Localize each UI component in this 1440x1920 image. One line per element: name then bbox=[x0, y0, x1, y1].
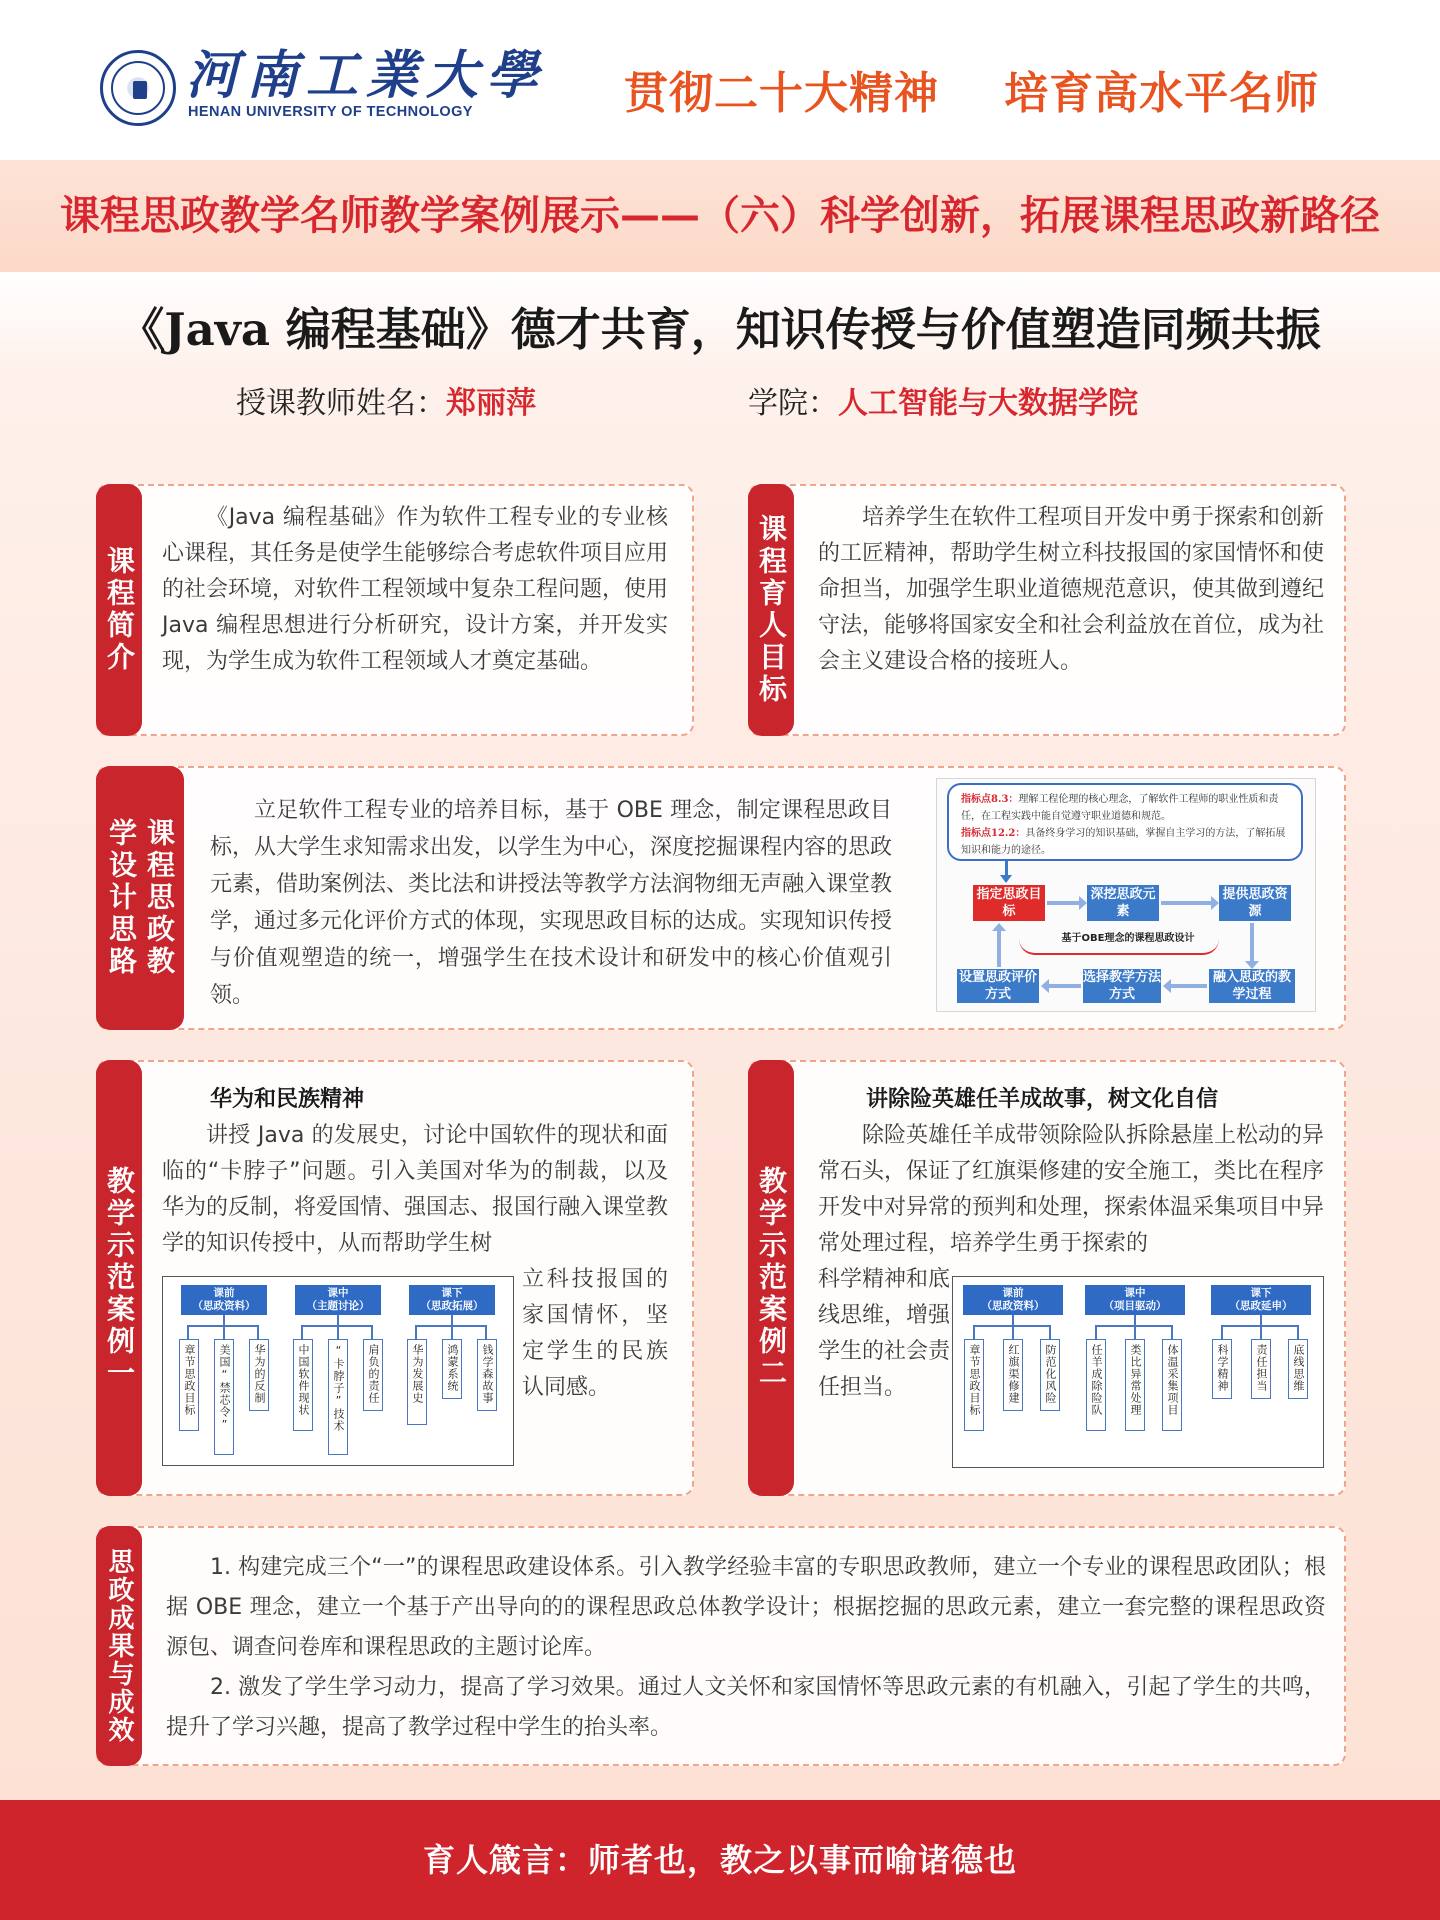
case1-tree bbox=[162, 1276, 514, 1466]
case1-tab: 教学示范案例一 bbox=[96, 1060, 142, 1496]
banner bbox=[0, 160, 1440, 272]
flow-box-5: 选择教学方法方式 bbox=[1083, 970, 1162, 1002]
tree-leaf: 防范化风险 bbox=[1040, 1339, 1060, 1411]
case1-text: 讲授 Java 的发展史，讨论中国软件的现状和面临的“卡脖子”问题。引入美国对华为的制裁，以及华为的反制，将爱国情、强国志、报国行融入课堂教学的知识传授中，从而帮助学生树 bbox=[162, 1123, 669, 1256]
design-tab-right: 课程思政教 bbox=[143, 818, 176, 978]
case2-tree bbox=[952, 1276, 1324, 1468]
tree-leaf: “卡脖子”技术 bbox=[328, 1339, 348, 1455]
arrow-head-icon bbox=[1041, 979, 1049, 993]
tree-leaf: 章节思政目标 bbox=[964, 1339, 984, 1431]
tree-leaf: 华为发展史 bbox=[407, 1339, 427, 1425]
tree-leaf: 钱学森故事 bbox=[477, 1339, 497, 1411]
design-text: 立足软件工程专业的培养目标，基于 OBE 理念，制定课程思政目标，从大学生求知需求出发，以学生为中心，深度挖掘课程内容的思政元素，借助案例法、类比法和讲授法等教学方法润物细无声融入课堂教学，通过多元化评价方式的体现，实现思政目标的达成。实现知识传授与价值观塑造的统一，增强学生在技术设计和研发中的核心价值观引领。 bbox=[210, 798, 893, 1008]
tree-leaf: 美国“禁芯令” bbox=[214, 1339, 234, 1455]
case2-text: 除险英雄任羊成带领除险队拆除悬崖上松动的异常石头，保证了红旗渠修建的安全施工，类比在程序开发中对异常的预判和处理，探索体温采集项目中异常处理过程，培养学生勇于探索的 bbox=[818, 1123, 1325, 1256]
case1-title: 华为和民族精神 bbox=[210, 1087, 365, 1112]
arrow-left-1 bbox=[1169, 984, 1207, 988]
tree-leaf: 红旗渠修建 bbox=[1003, 1339, 1023, 1411]
design-flow-diagram bbox=[936, 778, 1316, 1012]
flow-box-1: 指定思政目标 bbox=[973, 885, 1045, 921]
tree-node: 课前 （思政资料） bbox=[963, 1285, 1063, 1315]
tree-node: 课中 （主题讨论） bbox=[295, 1285, 381, 1315]
tree-leaf: 科学精神 bbox=[1212, 1339, 1232, 1399]
flow-box-2: 深挖思政元素 bbox=[1087, 885, 1159, 921]
tree-leaf: 体温采集项目 bbox=[1162, 1339, 1182, 1431]
arrow-right-2 bbox=[1161, 901, 1213, 905]
tree-node: 课前 （思政资料） bbox=[181, 1285, 267, 1315]
tree-leaf: 章节思政目标 bbox=[179, 1339, 199, 1431]
tree-node: 课中 （项目驱动） bbox=[1085, 1285, 1185, 1315]
case1-text-side: 立科技报国的家国情怀，坚定学生的民族认同感。 bbox=[522, 1267, 668, 1400]
intro-tab: 课程简介 bbox=[96, 484, 142, 736]
college-name: 人工智能与大数据学院 bbox=[838, 386, 1138, 421]
design-tab bbox=[96, 766, 184, 1030]
results-paragraph-1: 1. 构建完成三个“一”的课程思政建设体系。引入教学经验丰富的专职思政教师，建立一个专业的课程思政团队；根据 OBE 理念，建立一个基于产出导向的的课程思政总体教学设计；根据挖掘的思政元素，建立一套完整的课程思政资源包、调查问卷库和课程思政的主题讨论库。 bbox=[166, 1555, 1326, 1660]
indicator-note: 指标点8.3：理解工程伦理的核心理念，了解软件工程师的职业性质和责任，在工程实践中能自觉遵守职业道德和规范。 指标点12.2：具备终身学习的知识基础，掌握自主学习的方法，了解拓展知识和能力的途径。 bbox=[947, 783, 1303, 861]
arrow-head-icon bbox=[1245, 961, 1259, 969]
university-seal-icon bbox=[100, 50, 176, 126]
tree-leaf: 肩负的责任 bbox=[363, 1339, 383, 1411]
tree-node: 课下 （思政拓展） bbox=[409, 1285, 495, 1315]
goal-text: 培养学生在软件工程项目开发中勇于探索和创新的工匠精神，帮助学生树立科技报国的家国情怀和使命担当，加强学生职业道德规范意识，使其做到遵纪守法，能够将国家安全和社会利益放在首位，成为社会主义建设合格的接班人。 bbox=[818, 505, 1325, 674]
arrow-head-icon bbox=[1000, 875, 1012, 883]
goal-tab: 课程育人目标 bbox=[748, 484, 794, 736]
college-info bbox=[748, 382, 1138, 426]
college-label: 学院： bbox=[748, 386, 838, 421]
arrow-up bbox=[997, 929, 1001, 967]
results-paragraph-2: 2. 激发了学生学习动力，提高了学习效果。通过人文关怀和家国情怀等思政元素的有机融入，引起了学生的共鸣，提升了学习兴趣，提高了教学过程中学生的抬头率。 bbox=[166, 1675, 1326, 1740]
tree-leaf: 鸿蒙系统 bbox=[442, 1339, 462, 1399]
arrow-right-1 bbox=[1047, 901, 1081, 905]
flow-box-6: 设置思政评价方式 bbox=[958, 970, 1037, 1002]
results-text bbox=[166, 1548, 1326, 1748]
university-name-en: HENAN UNIVERSITY OF TECHNOLOGY bbox=[188, 104, 473, 120]
arrow-head-icon bbox=[1079, 896, 1087, 910]
tree-node: 课下 （思政延申） bbox=[1211, 1285, 1311, 1315]
page-title: 《Java 编程基础》德才共育，知识传授与价值塑造同频共振 bbox=[119, 303, 1321, 356]
tree-leaf: 责任担当 bbox=[1251, 1339, 1271, 1399]
flow-box-4: 融入思政的教学过程 bbox=[1209, 969, 1295, 1003]
tree-leaf: 中国软件现状 bbox=[293, 1339, 313, 1431]
design-tab-left: 学设计思路 bbox=[105, 818, 138, 978]
tree-leaf: 类比异常处理 bbox=[1125, 1339, 1145, 1431]
teacher-info bbox=[236, 382, 536, 426]
flow-center-label: 基于OBE理念的课程思政设计 bbox=[1061, 933, 1195, 944]
footer bbox=[0, 1800, 1440, 1920]
flow-box-3: 提供思政资源 bbox=[1219, 885, 1291, 921]
arrow-head-icon bbox=[1163, 979, 1171, 993]
header-slogan: 贯彻二十大精神 培育高水平名师 bbox=[624, 68, 1320, 119]
case2-text-side: 科学精神和底线思维，增强学生的社会责任担当。 bbox=[818, 1267, 951, 1400]
arrow-down bbox=[1250, 923, 1254, 963]
teacher-name: 郑丽萍 bbox=[446, 386, 536, 421]
tree-leaf: 底线思维 bbox=[1288, 1339, 1308, 1399]
university-name-cn: 河南工業大學 bbox=[186, 45, 547, 106]
arrow-head-icon bbox=[992, 923, 1006, 931]
case2-tab: 教学示范案例二 bbox=[748, 1060, 794, 1496]
case2-title: 讲除险英雄任羊成故事，树文化自信 bbox=[866, 1087, 1219, 1112]
tree-leaf: 华为的反制 bbox=[249, 1339, 269, 1411]
arrow-left-2 bbox=[1047, 984, 1081, 988]
intro-text: 《Java 编程基础》作为软件工程专业的专业核心课程，其任务是使学生能够综合考虑软件项目应用的社会环境，对软件工程领域中复杂工程问题，使用 Java 编程思想进行分析研究，设计方案，并开发实现，为学生成为软件工程领域人才奠定基础。 bbox=[162, 505, 669, 674]
results-tab: 思政成果与成效 bbox=[96, 1526, 142, 1766]
teacher-label: 授课教师姓名： bbox=[236, 386, 446, 421]
tree-leaf: 任羊成除险队 bbox=[1086, 1339, 1106, 1431]
banner-title: 课程思政教学名师教学案例展示——（六）科学创新，拓展课程思政新路径 bbox=[60, 193, 1380, 239]
arrow-head-icon bbox=[1211, 896, 1219, 910]
footer-motto: 育人箴言：师者也，教之以事而喻诸德也 bbox=[422, 1841, 1017, 1879]
